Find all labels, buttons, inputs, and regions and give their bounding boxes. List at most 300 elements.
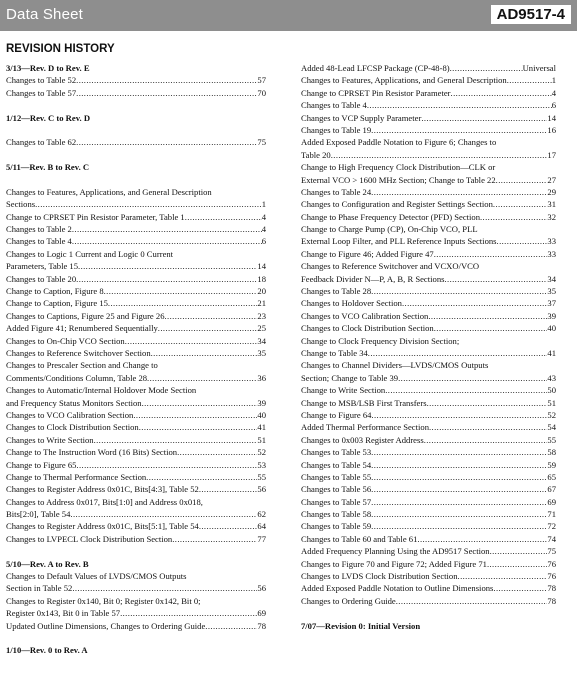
revision-heading: 7/07—Revision 0: Initial Version — [301, 620, 421, 631]
change-entry — [301, 186, 556, 198]
change-text: Added Exposed Paddle Notation to Outline Dimensions — [301, 583, 494, 594]
change-entry — [6, 446, 266, 458]
leader-dots — [367, 99, 552, 111]
leader-dots — [76, 87, 257, 99]
leader-dots — [72, 235, 262, 247]
change-entry — [301, 384, 556, 396]
leader-dots — [371, 483, 547, 495]
change-entry — [6, 421, 266, 433]
change-entry — [6, 87, 266, 99]
page-number: 65 — [547, 471, 556, 482]
change-text: Feedback Divider N—P, A, B, R Sections — [301, 273, 445, 284]
page-number: 71 — [547, 509, 556, 520]
change-entry — [6, 335, 266, 347]
change-text: Changes to Configuration and Register Settings Section — [301, 199, 493, 210]
change-text: Changes to On-Chip VCO Section — [6, 335, 125, 346]
change-entry — [301, 310, 556, 322]
page-number: 43 — [547, 372, 556, 383]
change-text: Changes to Figure 70 and Figure 72; Added Figure 71 — [301, 558, 487, 569]
change-text: Change to CPRSET Pin Resistor Parameter — [301, 87, 451, 98]
change-entry-line — [301, 161, 556, 173]
change-entry — [6, 620, 266, 632]
change-text: Change to Write Section — [301, 385, 386, 396]
change-text: Changes to Table 60 and Table 61 — [301, 533, 418, 544]
leader-dots — [120, 607, 257, 619]
change-text: Changes to Table 57 — [301, 496, 372, 507]
change-entry — [301, 347, 556, 359]
change-entry — [301, 496, 556, 508]
change-entry — [301, 595, 556, 607]
leader-dots — [133, 409, 257, 421]
leader-dots — [427, 397, 548, 409]
change-text: Changes to Register Address 0x01C, Bits[5:1], Table 54 — [6, 521, 199, 532]
change-text: Added Thermal Performance Section — [301, 422, 429, 433]
change-entry — [301, 533, 556, 545]
change-text: Changes to Features, Applications, and General Description — [301, 75, 507, 86]
page-number: 31 — [547, 199, 556, 210]
page-number: 78 — [547, 595, 556, 606]
page-number: 75 — [257, 137, 266, 148]
change-text: Changes to Reference Switchover Section — [6, 347, 151, 358]
leader-dots — [371, 124, 547, 136]
change-entry — [6, 136, 266, 148]
change-entry-line — [301, 335, 556, 347]
revision-column-left — [6, 62, 266, 657]
change-entry — [6, 310, 266, 322]
spacer — [6, 545, 266, 557]
change-text: Sections — [6, 199, 36, 210]
page-number: 14 — [257, 261, 266, 272]
page-number: 52 — [257, 447, 266, 458]
page-number: 32 — [547, 211, 556, 222]
leader-dots — [331, 149, 548, 161]
leader-dots — [108, 297, 257, 309]
page-number: 33 — [547, 248, 556, 259]
change-text: Changes to Write Section — [6, 434, 94, 445]
page-number: 4 — [551, 87, 556, 98]
change-text: Change to MSB/LSB First Transfers — [301, 397, 427, 408]
change-text: Changes to Captions, Figure 25 and Figure 26 — [6, 310, 165, 321]
change-entry — [6, 533, 266, 545]
leader-dots — [507, 74, 552, 86]
page-number: 56 — [257, 583, 266, 594]
change-text: Changes to Table 20 — [6, 273, 77, 284]
change-entry — [6, 297, 266, 309]
change-text: Change to Table 34 — [301, 347, 368, 358]
change-text: Changes to Prescaler Section and Change to — [6, 360, 158, 371]
change-text: External Loop Filter, and PLL Reference Inputs Sections — [301, 236, 497, 247]
change-text: Changes to VCP Supply Parameter — [301, 112, 422, 123]
change-entry-line — [301, 359, 556, 371]
spacer — [6, 174, 266, 186]
page-number: 64 — [257, 521, 266, 532]
change-text: Changes to Default Values of LVDS/CMOS Outputs — [6, 571, 187, 582]
leader-dots — [172, 533, 257, 545]
page-number: 4 — [261, 211, 266, 222]
change-text: Changes to Reference Switchover and VCXO/VCO — [301, 261, 480, 272]
leader-dots — [371, 285, 547, 297]
change-text: Changes to VCO Calibration Section — [6, 409, 134, 420]
page-number: 69 — [547, 496, 556, 507]
page-header — [0, 0, 577, 31]
change-text: Bits[2:0], Table 54 — [6, 509, 71, 520]
change-entry — [6, 471, 266, 483]
change-text: Added Figure 41; Renumbered Sequentially — [6, 323, 158, 334]
change-text: Changes to Table 62 — [6, 137, 77, 148]
leader-dots — [177, 446, 257, 458]
page-number: 54 — [547, 422, 556, 433]
change-entry — [301, 211, 556, 223]
page-number: 58 — [547, 447, 556, 458]
change-entry — [6, 235, 266, 247]
leader-dots — [76, 136, 257, 148]
page-number: 34 — [547, 273, 556, 284]
leader-dots — [72, 582, 257, 594]
change-text: External VCO > 1600 MHz Section; Change to Table 22 — [301, 174, 496, 185]
page-number: 25 — [257, 323, 266, 334]
change-entry-line — [6, 595, 266, 607]
change-text: Section; Change to Table 39 — [301, 372, 399, 383]
leader-dots — [199, 520, 258, 532]
change-entry — [301, 273, 556, 285]
leader-dots — [371, 459, 547, 471]
change-entry — [301, 483, 556, 495]
leader-dots — [371, 520, 547, 532]
page-number: 59 — [547, 459, 556, 470]
change-text: Changes to VCO Calibration Section — [301, 310, 429, 321]
leader-dots — [205, 620, 257, 632]
change-entry — [301, 558, 556, 570]
leader-dots — [371, 186, 547, 198]
change-entry — [6, 198, 266, 210]
page-number: 37 — [547, 298, 556, 309]
change-text: Change to Clock Frequency Division Section; — [301, 335, 460, 346]
change-entry — [6, 260, 266, 272]
leader-dots — [371, 471, 547, 483]
leader-dots — [158, 322, 258, 334]
change-entry — [301, 285, 556, 297]
leader-dots — [450, 62, 523, 74]
leader-dots — [94, 434, 258, 446]
change-entry — [6, 347, 266, 359]
change-text: Changes to Register Address 0x01C, Bits[4:3], Table 52 — [6, 484, 199, 495]
change-text: Changes to Table 4 — [6, 236, 72, 247]
change-text: Register 0x143, Bit 0 in Table 57 — [6, 608, 121, 619]
change-entry — [301, 112, 556, 124]
change-text: Changes to Clock Distribution Section — [6, 422, 139, 433]
change-text: Change to Thermal Performance Section — [6, 471, 147, 482]
leader-dots — [76, 459, 257, 471]
page-number: 18 — [257, 273, 266, 284]
leader-dots — [371, 409, 547, 421]
leader-dots — [402, 297, 547, 309]
page-number: 70 — [257, 87, 266, 98]
leader-dots — [371, 496, 547, 508]
page-number: 77 — [257, 533, 266, 544]
change-entry-line — [6, 384, 266, 396]
change-entry — [301, 520, 556, 532]
leader-dots — [72, 223, 262, 235]
page-number: 51 — [257, 434, 266, 445]
leader-dots — [146, 471, 257, 483]
change-text: Changes to Address 0x017, Bits[1:0] and Address 0x018, — [6, 496, 203, 507]
change-text: Changes to Table 28 — [301, 286, 372, 297]
page-number: 6 — [261, 236, 266, 247]
leader-dots — [104, 285, 258, 297]
leader-dots — [185, 211, 262, 223]
change-text: Change to Caption, Figure 8 — [6, 286, 104, 297]
page-number: 55 — [547, 434, 556, 445]
leader-dots — [487, 558, 547, 570]
change-entry — [6, 508, 266, 520]
page-number: 62 — [257, 509, 266, 520]
leader-dots — [371, 446, 547, 458]
change-text: Change to CPRSET Pin Resistor Parameter, Table 1 — [6, 211, 185, 222]
change-entry — [301, 409, 556, 421]
change-entry — [6, 409, 266, 421]
spacer — [6, 99, 266, 111]
change-entry — [301, 434, 556, 446]
page-number: 78 — [257, 620, 266, 631]
change-entry — [6, 285, 266, 297]
change-entry — [301, 322, 556, 334]
page-number: 76 — [547, 571, 556, 582]
revision-heading: 5/10—Rev. A to Rev. B — [6, 558, 89, 569]
change-entry — [301, 149, 556, 161]
leader-dots — [493, 582, 547, 594]
page-number: 1 — [261, 199, 266, 210]
page-number: 20 — [257, 286, 266, 297]
page-number: 56 — [257, 484, 266, 495]
page-number: 55 — [257, 471, 266, 482]
leader-dots — [496, 174, 548, 186]
change-entry — [6, 582, 266, 594]
leader-dots — [434, 248, 548, 260]
page-number: 69 — [257, 608, 266, 619]
page-number: 1 — [551, 75, 556, 86]
change-text: Changes to Holdover Section — [301, 298, 402, 309]
page-number: 41 — [547, 347, 556, 358]
change-text: and Frequency Status Monitors Section — [6, 397, 142, 408]
leader-dots — [70, 508, 257, 520]
change-text: Changes to Clock Distribution Section — [301, 323, 434, 334]
change-entry-line — [6, 570, 266, 582]
change-text: Changes to Register 0x140, Bit 0; Register 0x142, Bit 0; — [6, 595, 201, 606]
change-entry-line — [6, 248, 266, 260]
change-entry — [301, 124, 556, 136]
leader-dots — [125, 335, 258, 347]
change-text: Changes to Automatic/Internal Holdover Mode Section — [6, 385, 197, 396]
change-text: Change to High Frequency Clock Distribution—CLK or — [301, 162, 496, 173]
page-number: 39 — [257, 397, 266, 408]
change-entry — [301, 99, 556, 111]
change-entry-line — [6, 186, 266, 198]
change-entry-line — [6, 359, 266, 371]
page-number: 27 — [547, 174, 556, 185]
page-number: 40 — [547, 323, 556, 334]
page-number: 78 — [547, 583, 556, 594]
leader-dots — [78, 260, 257, 272]
leader-dots — [428, 310, 547, 322]
leader-dots — [493, 198, 548, 210]
change-text: Changes to Table 52 — [6, 75, 77, 86]
part-number: AD9517-4 — [491, 5, 571, 24]
leader-dots — [451, 87, 552, 99]
leader-dots — [76, 273, 257, 285]
change-entry — [6, 397, 266, 409]
page-number: 39 — [547, 310, 556, 321]
change-entry — [6, 459, 266, 471]
page-number: 52 — [547, 409, 556, 420]
page-number: 50 — [547, 385, 556, 396]
leader-dots — [199, 483, 258, 495]
revision-heading: 1/12—Rev. C to Rev. D — [6, 112, 91, 123]
page-number: 57 — [257, 75, 266, 86]
revision-heading: 1/10—Rev. 0 to Rev. A — [6, 645, 88, 656]
change-text: Updated Outline Dimensions, Changes to Ordering Guide — [6, 620, 206, 631]
change-text: Changes to Table 54 — [301, 459, 372, 470]
change-entry — [301, 235, 556, 247]
change-text: Changes to Table 19 — [301, 124, 372, 135]
change-entry — [301, 508, 556, 520]
change-entry — [6, 223, 266, 235]
change-entry-line — [6, 496, 266, 508]
page-number: Universal — [522, 63, 556, 73]
leader-dots — [490, 545, 548, 557]
page-number: 4 — [261, 224, 266, 235]
change-entry — [301, 545, 556, 557]
leader-dots — [429, 421, 547, 433]
page-number: 67 — [547, 484, 556, 495]
change-entry — [301, 248, 556, 260]
change-entry — [301, 397, 556, 409]
revision-column-right — [301, 62, 556, 632]
leader-dots — [434, 322, 548, 334]
change-text: Changes to Table 56 — [301, 484, 372, 495]
revision-heading: 5/11—Rev. B to Rev. C — [6, 162, 90, 173]
page-number: 23 — [257, 310, 266, 321]
change-entry — [6, 211, 266, 223]
change-entry-line — [301, 260, 556, 272]
leader-dots — [142, 397, 258, 409]
change-entry — [301, 174, 556, 186]
leader-dots — [371, 508, 547, 520]
change-text: Change to Figure 46; Added Figure 47 — [301, 248, 434, 259]
page-number: 17 — [547, 149, 556, 160]
change-entry — [6, 273, 266, 285]
leader-dots — [35, 198, 262, 210]
change-entry — [6, 483, 266, 495]
leader-dots — [165, 310, 258, 322]
leader-dots — [151, 347, 258, 359]
change-text: Change to Figure 65 — [6, 459, 77, 470]
change-text: Changes to Table 57 — [6, 87, 77, 98]
change-entry — [301, 297, 556, 309]
page-number: 72 — [547, 521, 556, 532]
leader-dots — [368, 347, 548, 359]
change-text: Changes to Features, Applications, and General Description — [6, 186, 212, 197]
change-entry — [6, 607, 266, 619]
leader-dots — [421, 112, 547, 124]
leader-dots — [139, 421, 258, 433]
change-entry — [301, 471, 556, 483]
change-text: Change to Caption, Figure 15 — [6, 298, 108, 309]
change-text: Changes to Table 55 — [301, 471, 372, 482]
leader-dots — [147, 372, 257, 384]
page-number: 34 — [257, 335, 266, 346]
change-entry — [301, 582, 556, 594]
leader-dots — [385, 384, 547, 396]
spacer — [6, 124, 266, 136]
change-text: Changes to Table 24 — [301, 186, 372, 197]
spacer — [6, 149, 266, 161]
change-text: Added Frequency Planning Using the AD9517 Section — [301, 546, 490, 557]
page-number: 14 — [547, 112, 556, 123]
leader-dots — [76, 74, 257, 86]
page-number: 16 — [547, 124, 556, 135]
change-text: Changes to LVDS Clock Distribution Section — [301, 571, 458, 582]
leader-dots — [398, 372, 547, 384]
change-text: Changes to Ordering Guide — [301, 595, 396, 606]
page-number: 36 — [257, 372, 266, 383]
change-entry — [301, 446, 556, 458]
page-number: 76 — [547, 558, 556, 569]
leader-dots — [497, 235, 548, 247]
change-entry — [6, 74, 266, 86]
change-text: Changes to Table 53 — [301, 447, 372, 458]
leader-dots — [424, 434, 548, 446]
leader-dots — [396, 595, 548, 607]
page-number: 53 — [257, 459, 266, 470]
page-number: 35 — [257, 347, 266, 358]
page-number: 75 — [547, 546, 556, 557]
change-text: Changes to Table 58 — [301, 509, 372, 520]
section-title: REVISION HISTORY — [6, 43, 115, 55]
change-text: Changes to Table 2 — [6, 224, 72, 235]
leader-dots — [417, 533, 547, 545]
change-entry — [301, 62, 556, 74]
change-entry — [6, 372, 266, 384]
change-text: Changes to Channel Dividers—LVDS/CMOS Outputs — [301, 360, 489, 371]
change-entry — [301, 87, 556, 99]
change-text: Change to Phase Frequency Detector (PFD) Section — [301, 211, 480, 222]
doc-type-label: Data Sheet — [6, 6, 84, 23]
page-number: 29 — [547, 186, 556, 197]
change-text: Change to The Instruction Word (16 Bits) Section — [6, 447, 178, 458]
page-number: 21 — [257, 298, 266, 309]
change-entry — [6, 520, 266, 532]
spacer — [6, 632, 266, 644]
change-entry-line — [301, 223, 556, 235]
change-entry-line — [301, 136, 556, 148]
leader-dots — [480, 211, 547, 223]
change-entry — [301, 372, 556, 384]
change-entry — [301, 74, 556, 86]
change-text: Changes to Logic 1 Current and Logic 0 Current — [6, 248, 174, 259]
change-entry — [301, 570, 556, 582]
spacer — [301, 607, 556, 619]
page-number: 6 — [551, 100, 556, 111]
page-number: 35 — [547, 286, 556, 297]
change-text: Changes to 0x003 Register Address — [301, 434, 424, 445]
change-entry — [6, 434, 266, 446]
change-text: Table 20 — [301, 149, 331, 160]
change-text: Changes to Table 59 — [301, 521, 372, 532]
page-number: 40 — [257, 409, 266, 420]
leader-dots — [458, 570, 548, 582]
page-number: 74 — [547, 533, 556, 544]
page-number: 41 — [257, 422, 266, 433]
